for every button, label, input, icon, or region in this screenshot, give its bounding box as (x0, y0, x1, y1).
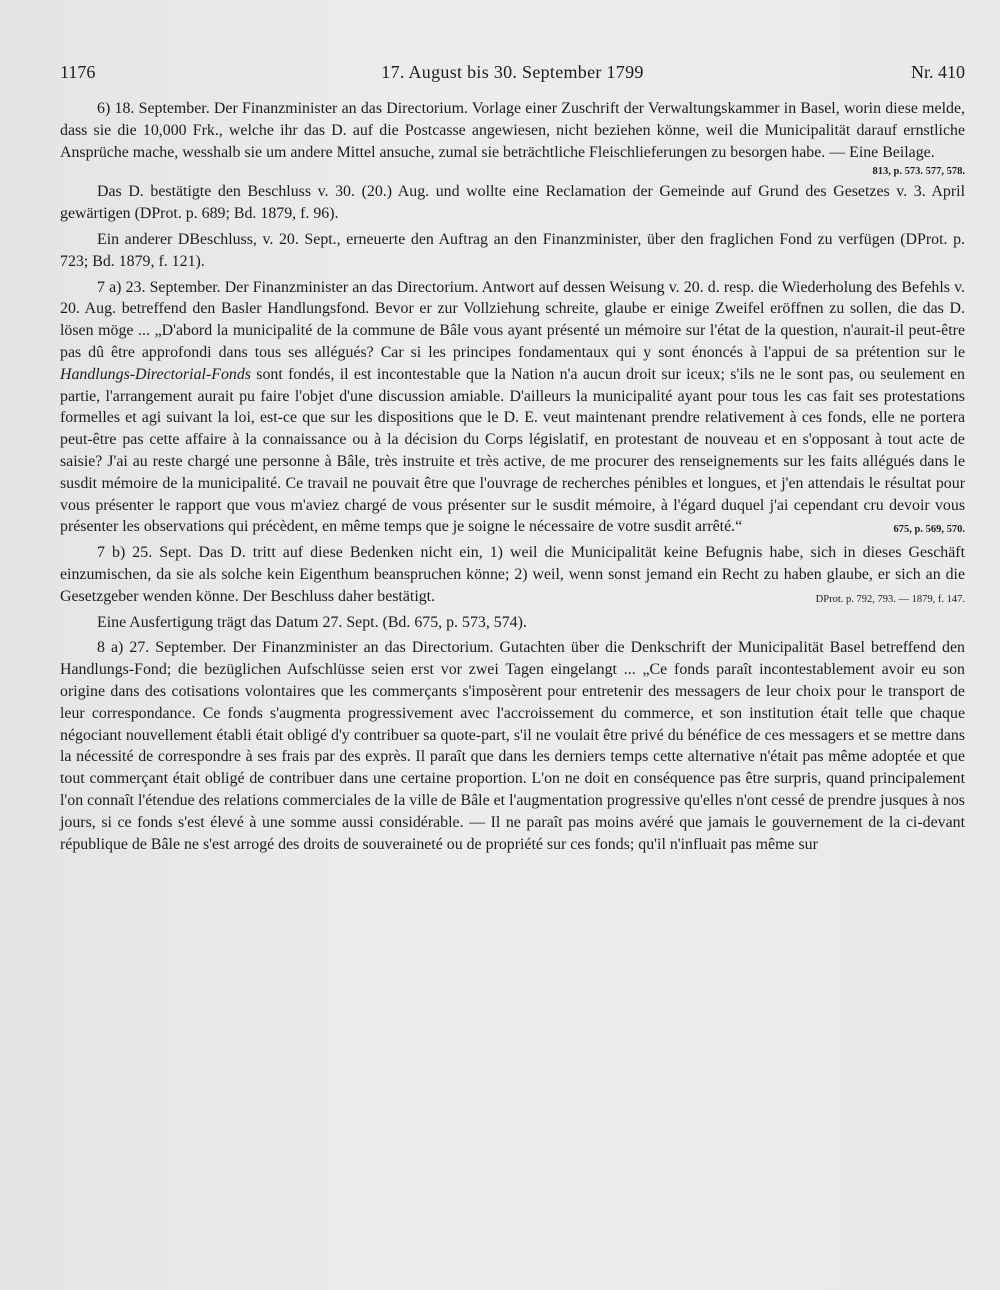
entry-6-note-1 (60, 181, 965, 225)
entry-7b (60, 542, 965, 607)
page-header (60, 62, 965, 88)
entry-7b-text: 7 b) 25. Sept. Das D. tritt auf diese Bedenken nicht ein, 1) weil die Municipalität keine Befugnis habe, sich in dieses Geschäft einzumischen, da sie als solche kein Eigenthum beanspruchen könne; 2) weil, wenn sonst jemand ein Recht zu haben glaube, er sich an die Gesetzgeber wenden könne. Der Beschluss daher bestätigt. (60, 544, 965, 605)
entry-7b-note-text: Eine Ausfertigung trägt das Datum 27. Sept. (Bd. 675, p. 573, 574). (97, 613, 527, 631)
entry-8a-text: 8 a) 27. September. Der Finanzminister an das Directorium. Gutachten über die Denkschrift der Municipalität Basel betreffend den Handlungs-Fond; die bezüglichen Aufschlüsse seien erst vor zwei Tagen eingelangt ... „Ce fonds paraît incontestablement avoir eu son origine dans des cotisations volontaires que les commerçants s'imposèrent pour entretenir des messagers de leur choix pour le transport de leur correspondance. Ce fonds s'augmenta progressivement avec l'accroissement du commerce, et son institution était telle que chaque négociant nouvellement établi était obligé d'y contribuer sa quote-part, s'il ne voulait être privé du bénéfice de ces messagers et se mettre dans la nécessité de correspondre à ses frais par des exprès. Il paraît que dans les derniers temps cette alternative n'était pas même adoptée et que tout commerçant était obligé de contribuer dans une certaine proportion. L'on ne doit en conséquence pas être surpris, quand principalement l'on connaît l'étendue des relations commerciales de la ville de Bâle et l'augmentation progressive qu'elles n'ont cessé de prendre jusques à nos jours, si ce fonds s'est élevé à une somme aussi considérable. — Il ne paraît pas moins avéré que jamais le gouvernement de la ci-devant république de Bâle ne s'est arrogé des droits de souveraineté ou de propriété sur ces fonds; qu'il n'influait pas même sur (60, 639, 965, 853)
entry-7a-italic: Handlungs-Directorial-Fonds (60, 365, 251, 383)
entry-7a-text-after: sont fondés, il est incontestable que la Nation n'a aucun droit sur iceux; s'ils ne le sont pas, ou seulement en partie, l'arrangement aurait pu faire l'objet d'une discussion amiable. D'ailleurs la municipalité ayant pour tous les cas fait ses protestations formelles et agi suivant la loi, est-ce que sur les dispositions que le D. E. veut maintenant prendre relativement à ces fonds, elle ne portera peut-être pas cette affaire à la connaissance ou à la décision du Corps législatif, en protestant de nouveau et en s'opposant à tout acte de saisie? J'ai au reste chargé une personne à Bâle, très instruite et très active, de me procurer des renseignements sur les faits allégués dans le susdit mémoire de la municipalité. Ce travail ne pouvait être que l'ouvrage de recherches pénibles et longues, et j'en attendais le résultat pour vous présenter le rapport que vous m'aviez chargé de vous présenter sur le susdit mémoire, à l'égard duquel j'ai cependant cru devoir vous présenter les observations qui précèdent, en même temps que je soigne le nécessaire de votre susdit arrêté.“ (60, 365, 965, 536)
main-text (60, 98, 965, 859)
running-title: 17. August bis 30. September 1799 (381, 62, 644, 82)
entry-8a (60, 637, 965, 855)
page-number: 1176 (60, 62, 96, 82)
entry-6-reference: 813, p. 573. 577, 578. (872, 166, 965, 178)
entry-7b-reference: DProt. p. 792, 793. — 1879, f. 147. (815, 593, 965, 605)
entry-7a (60, 277, 965, 539)
entry-6-note-2-text: Ein anderer DBeschluss, v. 20. Sept., erneuerte den Auftrag an den Finanzminister, über den fraglichen Fond zu verfügen (DProt. p. 723; Bd. 1879, f. 121). (60, 230, 965, 270)
entry-7b-note (60, 612, 965, 634)
entry-7a-text-before: 7 a) 23. September. Der Finanzminister an das Directorium. Antwort auf dessen Weisung v. 20. d. resp. die Wiederholung des Befehls v. 20. Aug. betreffend den Basler Handlungsfond. Bevor er zur Vollziehung schreite, glaube er einige Zweifel eröffnen zu sollen, die das D. lösen möge ... „D'abord la municipalité de la commune de Bâle vous ayant présenté un mémoire sur l'état de la question, n'aurait-il peut-être pas dû être approfondi dans tous ses allégués? Car si les principes fondamentaux qui y sont énoncés à l'appui de sa prétention sur le (60, 278, 965, 361)
document-number: Nr. 410 (911, 62, 965, 82)
entry-7a-reference: 675, p. 569, 570. (893, 524, 965, 536)
entry-6 (60, 98, 965, 163)
entry-6-note-1-text: Das D. bestätigte den Beschluss v. 30. (20.) Aug. und wollte eine Reclamation der Gemeinde auf Grund des Gesetzes v. 3. April gewärtigen (DProt. p. 689; Bd. 1879, f. 96). (60, 183, 965, 223)
entry-6-text: 6) 18. September. Der Finanzminister an das Directorium. Vorlage einer Zuschrift der Verwaltungskammer in Basel, worin diese melde, dass sie die 10,000 Frk., welche ihr das D. auf die Postcasse angewiesen, nicht beziehen könne, weil die Municipalität darauf ernstliche Ansprüche mache, wesshalb sie um andere Mittel ansuche, zumal sie beträchtliche Fleischlieferungen zu besorgen habe. — Eine Beilage. (60, 100, 965, 161)
entry-6-note-2 (60, 229, 965, 273)
